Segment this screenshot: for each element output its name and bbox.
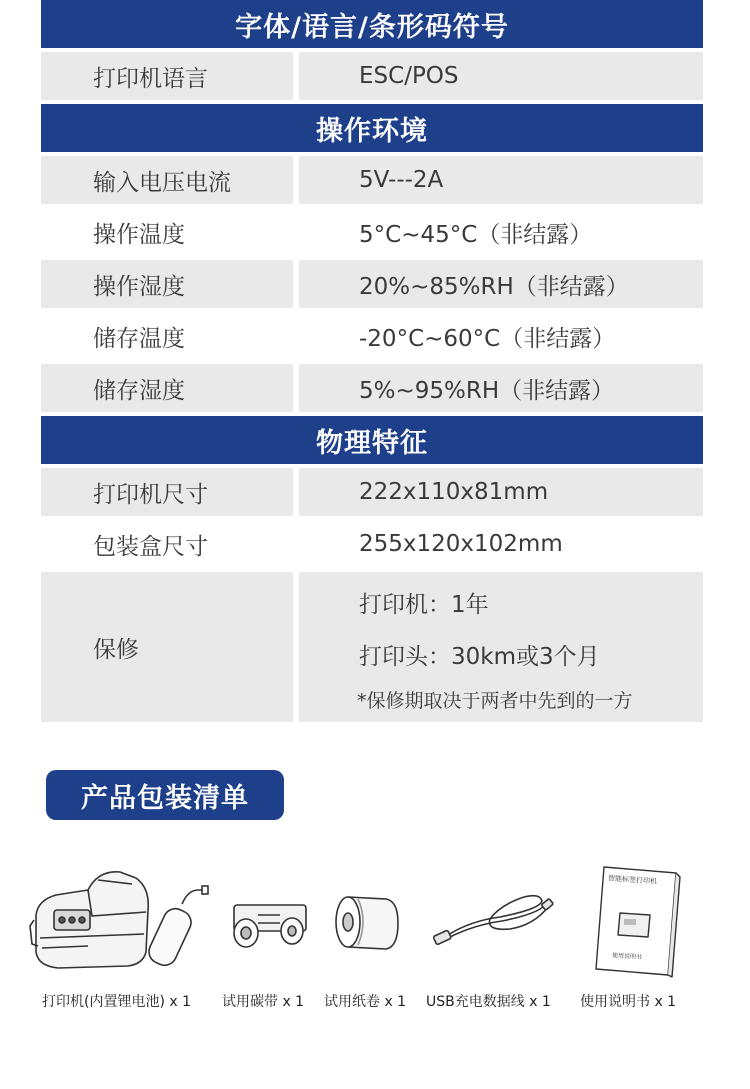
spec-label: 输入电压电流 [41,156,293,204]
spec-value: 20%~85%RH（非结露） [299,260,703,308]
spec-section-physical [41,416,703,726]
spec-row [41,208,703,256]
spec-row [41,52,703,100]
package-item-label: 试用碳带 x 1 [222,994,305,1010]
spec-value: 255x120x102mm [359,531,563,557]
spec-row [41,312,703,360]
spec-row [41,260,703,308]
package-item-label: 打印机(内置锂电池) x 1 [42,994,192,1010]
usb-cable-icon [430,891,560,951]
section-header: 物理特征 [41,416,703,464]
section-header: 字体/语言/条形码符号 [41,0,703,48]
warranty-note: *保修期取决于两者中先到的一方 [357,689,633,712]
section-header: 操作环境 [41,104,703,152]
spec-value: ESC/POS [299,52,703,100]
package-item-printer [28,855,228,1015]
package-item-ribbon [220,855,320,1015]
spec-label: 打印机尺寸 [41,468,293,516]
manual-cover-title: 智能标签打印机 [607,874,658,886]
printer-battery-icon [28,860,228,980]
package-item-usb-cable [424,855,564,1015]
package-item-label: 使用说明书 x 1 [580,994,677,1010]
spec-label: 操作温度 [93,221,185,248]
package-item-paper-roll [322,855,422,1015]
spec-row [41,520,703,568]
spec-label: 储存温度 [93,325,185,352]
spec-value: 5°C~45°C（非结露） [359,221,593,248]
spec-value: 5V---2A [299,156,703,204]
warranty-line-printer: 打印机：1年 [359,591,489,618]
spec-section-environment [41,104,703,416]
spec-label: 打印机语言 [41,52,293,100]
warranty-line-printhead: 打印头：30km或3个月 [359,643,600,670]
package-item-label: 试用纸卷 x 1 [324,994,407,1010]
ribbon-icon [230,895,310,955]
spec-label: 操作湿度 [41,260,293,308]
package-items [0,855,750,1025]
package-list-title: 产品包装清单 [46,770,284,820]
spec-value: -20°C~60°C（非结露） [359,325,616,352]
spec-row [41,156,703,204]
warranty-row [41,572,703,722]
manual-cover-subtitle: 使用说明书 [611,951,643,962]
paper-roll-icon [334,891,404,955]
package-item-manual [578,855,698,1015]
spec-row [41,364,703,412]
spec-value: 222x110x81mm [299,468,703,516]
warranty-values [299,572,703,722]
spec-label: 包装盒尺寸 [93,533,208,560]
spec-value: 5%~95%RH（非结露） [299,364,703,412]
warranty-label: 保修 [41,572,293,722]
spec-section-fonts [41,0,703,104]
package-item-label: USB充电数据线 x 1 [426,994,551,1010]
spec-row [41,468,703,516]
spec-label: 储存湿度 [41,364,293,412]
